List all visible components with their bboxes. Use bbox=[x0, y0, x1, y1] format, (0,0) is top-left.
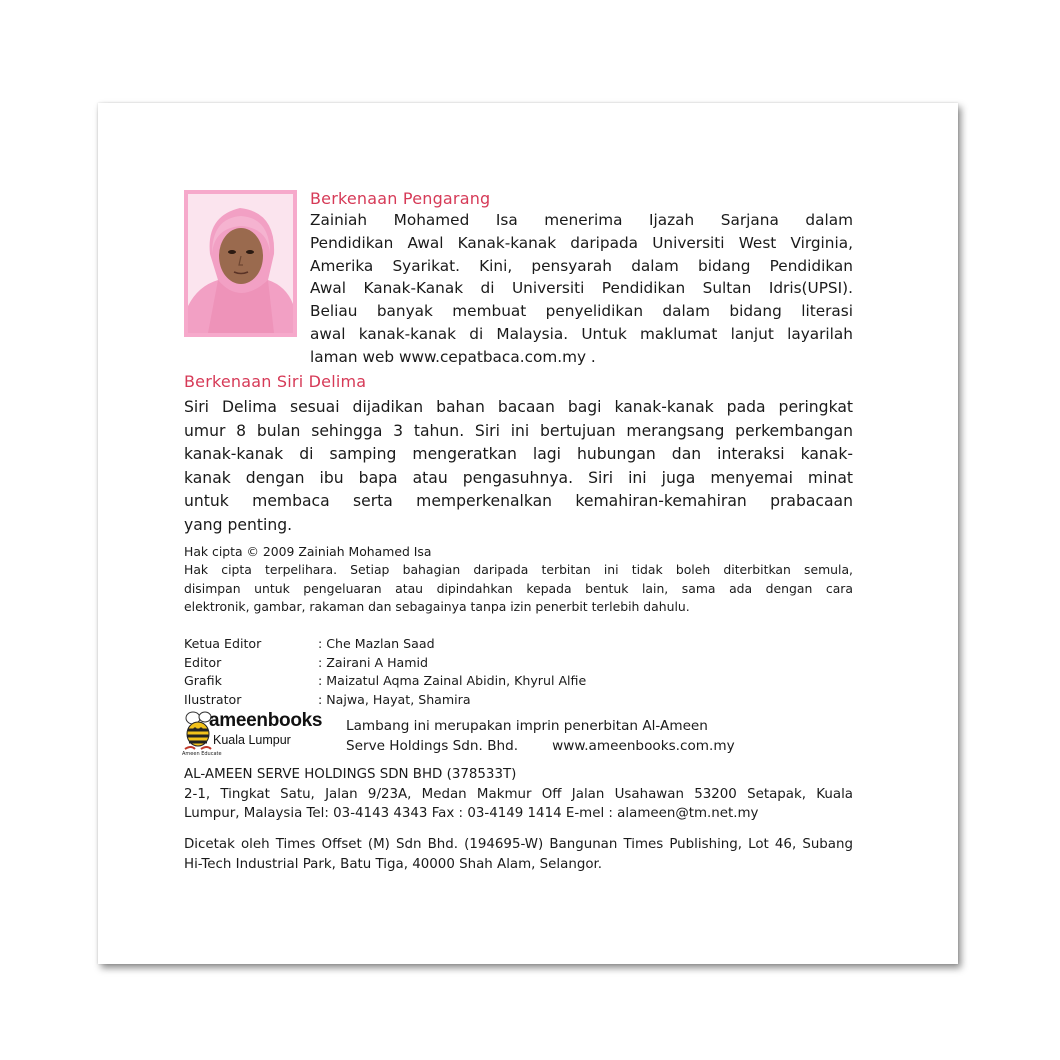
author-bio-line: Pendidikan Awal Kanak-kanak daripada Universiti West Virginia, bbox=[310, 233, 853, 252]
author-bio-line: awal kanak-kanak di Malaysia. Untuk maklumat lanjut layarilah bbox=[310, 324, 853, 343]
ameenbooks-logo bbox=[181, 707, 341, 757]
imprint-company: Serve Holdings Sdn. Bhd. bbox=[346, 737, 519, 754]
logo-wordmark: ameenbooks bbox=[209, 710, 323, 731]
credit-value: : Maizatul Aqma Zainal Abidin, Khyrul Alfie bbox=[318, 673, 587, 689]
series-line: yang penting. bbox=[184, 515, 293, 534]
series-line: umur 8 bulan sehingga 3 tahun. Siri ini bertujuan merangsang perkembangan bbox=[184, 421, 853, 440]
credit-role: Grafik bbox=[184, 673, 222, 689]
series-heading: Berkenaan Siri Delima bbox=[184, 372, 367, 391]
author-bio-line: Beliau banyak membuat penyelidikan dalam bidang literasi bbox=[310, 302, 853, 321]
credit-role: Ilustrator bbox=[184, 691, 242, 707]
imprint-website: www.ameenbooks.com.my bbox=[552, 737, 735, 754]
series-line: kanak-kanak di samping mengeratkan lagi hubungan dan interaksi kanak- bbox=[184, 445, 853, 464]
credit-row bbox=[184, 672, 586, 691]
logo-tagline: Ameen Educate bbox=[182, 751, 222, 757]
author-heading: Berkenaan Pengarang bbox=[310, 189, 491, 208]
series-line: untuk membaca serta memperkenalkan kemahiran-kemahiran prabacaan bbox=[184, 492, 853, 511]
credit-value: : Che Mazlan Saad bbox=[318, 636, 435, 651]
credit-value: : Najwa, Hayat, Shamira bbox=[318, 691, 471, 707]
credit-row bbox=[184, 635, 586, 654]
printer-line: Dicetak oleh Times Offset (M) Sdn Bhd. (194695-W) Bangunan Times Publishing, Lot 46, Subang bbox=[184, 837, 853, 852]
book-page bbox=[98, 103, 958, 964]
author-portrait-image bbox=[188, 194, 293, 333]
credit-role: Ketua Editor bbox=[184, 636, 262, 651]
copyright-line: elektronik, gambar, rakaman dan sebagainya tanpa izin penerbit terlebih dahulu. bbox=[184, 599, 690, 615]
printer-line: Hi-Tech Industrial Park, Batu Tiga, 40000 Shah Alam, Selangor. bbox=[184, 856, 603, 872]
copyright-line: disimpan untuk pengeluaran atau dipindahkan kepada bentuk lain, sama ada dengan cara bbox=[184, 580, 853, 596]
imprint-line-2 bbox=[346, 737, 735, 757]
publisher-line: Lumpur, Malaysia Tel: 03-4143 4343 Fax : 03-4149 1414 E-mel : alameen@tm.net.my bbox=[184, 806, 759, 822]
credit-row bbox=[184, 654, 586, 673]
author-photo bbox=[184, 190, 297, 337]
imprint-line: Lambang ini merupakan imprin penerbitan Al-Ameen bbox=[346, 718, 708, 734]
copyright-line: Hak cipta terpelihara. Setiap bahagian daripada terbitan ini tidak boleh diterbitkan semula, bbox=[184, 562, 853, 578]
author-bio-line: laman web www.cepatbaca.com.my . bbox=[310, 347, 596, 366]
credit-role: Editor bbox=[184, 654, 222, 670]
credits-list bbox=[184, 635, 586, 709]
printer-info bbox=[184, 835, 853, 874]
copyright-notice bbox=[184, 543, 853, 617]
series-description bbox=[184, 396, 853, 538]
credit-value: : Zairani A Hamid bbox=[318, 654, 429, 670]
author-bio-line: Zainiah Mohamed Isa menerima Ijazah Sarjana dalam bbox=[310, 211, 853, 229]
copyright-title: Hak cipta © 2009 Zainiah Mohamed Isa bbox=[184, 544, 432, 559]
author-bio-line: Awal Kanak-Kanak di Universiti Pendidikan Sultan Idris(UPSI). bbox=[310, 279, 853, 298]
author-bio bbox=[310, 209, 853, 369]
series-line: Siri Delima sesuai dijadikan bahan bacaan bagi kanak-kanak pada peringkat bbox=[184, 398, 853, 416]
logo-city: Kuala Lumpur bbox=[213, 733, 291, 747]
publisher-info bbox=[184, 765, 853, 824]
publisher-line: 2-1, Tingkat Satu, Jalan 9/23A, Medan Makmur Off Jalan Usahawan 53200 Setapak, Kuala bbox=[184, 786, 853, 802]
series-line: kanak dengan ibu bapa atau pengasuhnya. Siri ini juga menyemai minat bbox=[184, 468, 853, 487]
imprint-statement bbox=[346, 717, 735, 756]
author-bio-line: Amerika Syarikat. Kini, pensyarah dalam bidang Pendidikan bbox=[310, 256, 853, 275]
publisher-line: AL-AMEEN SERVE HOLDINGS SDN BHD (378533T) bbox=[184, 767, 517, 782]
